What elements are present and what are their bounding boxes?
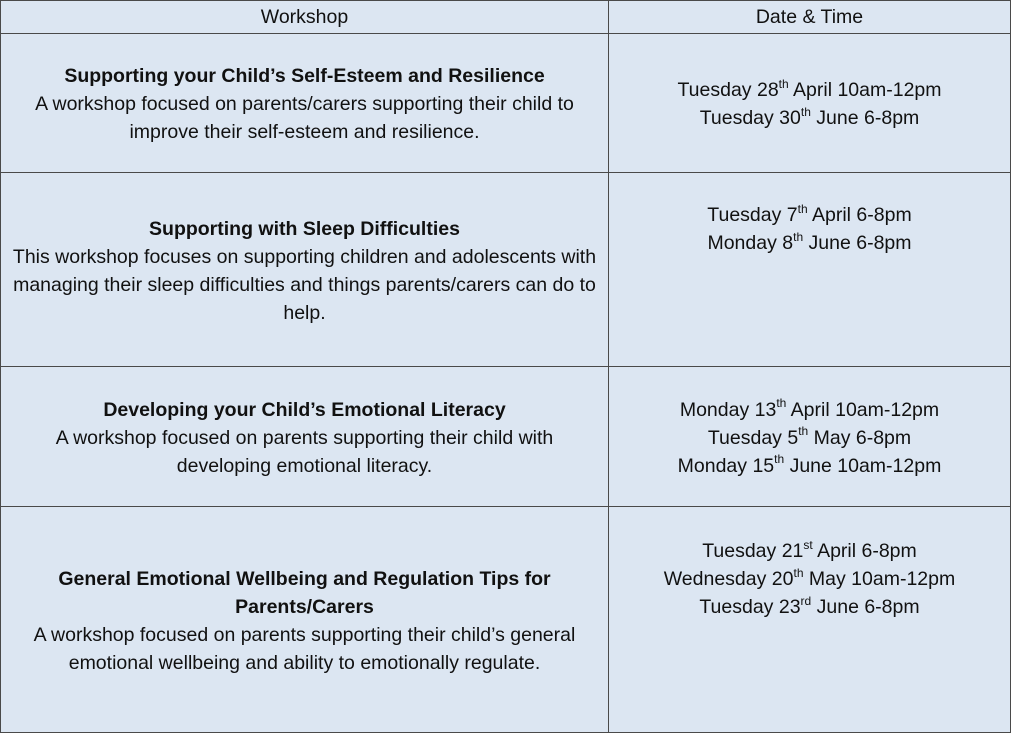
workshop-cell [1, 173, 609, 367]
session-date: Tuesday 30th June 6-8pm [699, 104, 920, 129]
table-row [1, 367, 1011, 507]
header-row [1, 1, 1011, 34]
session-date: Monday 13th April 10am-12pm [679, 396, 940, 421]
workshop-cell [1, 367, 609, 507]
workshop-title: Supporting your Child’s Self-Esteem and Resilience [64, 65, 545, 87]
workshop-cell [1, 34, 609, 173]
date-time-column-header: Date & Time [609, 1, 1011, 34]
session-date: Monday 15th June 10am-12pm [677, 452, 942, 477]
workshop-description: A workshop focused on parents/carers supporting their child to improve their self-esteem and resilience. [35, 93, 574, 143]
workshop-title: General Emotional Wellbeing and Regulation Tips for Parents/Carers [58, 567, 551, 618]
table-row [1, 507, 1011, 733]
workshop-description: A workshop focused on parents supporting their child with developing emotional literacy. [55, 426, 554, 477]
date-time-cell [609, 34, 1011, 173]
workshop-description: This workshop focuses on supporting children and adolescents with managing their sleep difficulties and things parents/carers can do to help. [12, 245, 597, 324]
date-time-cell [609, 507, 1011, 733]
session-date: Monday 8th June 6-8pm [707, 229, 912, 254]
workshop-description: A workshop focused on parents supporting their child’s general emotional wellbeing and ability to emotionally regulate. [33, 623, 576, 674]
session-date: Wednesday 20th May 10am-12pm [663, 565, 956, 590]
table-row [1, 173, 1011, 367]
table-row [1, 34, 1011, 173]
workshop-column-header: Workshop [1, 1, 609, 34]
workshop-title: Supporting with Sleep Difficulties [149, 217, 460, 240]
session-date: Tuesday 7th April 6-8pm [707, 201, 912, 226]
workshop-title: Developing your Child’s Emotional Literacy [103, 398, 506, 421]
date-time-cell [609, 173, 1011, 367]
session-date: Tuesday 28th April 10am-12pm [677, 76, 942, 101]
session-date: Tuesday 23rd June 6-8pm [699, 593, 920, 618]
session-date: Tuesday 5th May 6-8pm [707, 424, 912, 449]
date-time-cell [609, 367, 1011, 507]
session-date: Tuesday 21st April 6-8pm [702, 537, 917, 562]
workshop-cell [1, 507, 609, 733]
